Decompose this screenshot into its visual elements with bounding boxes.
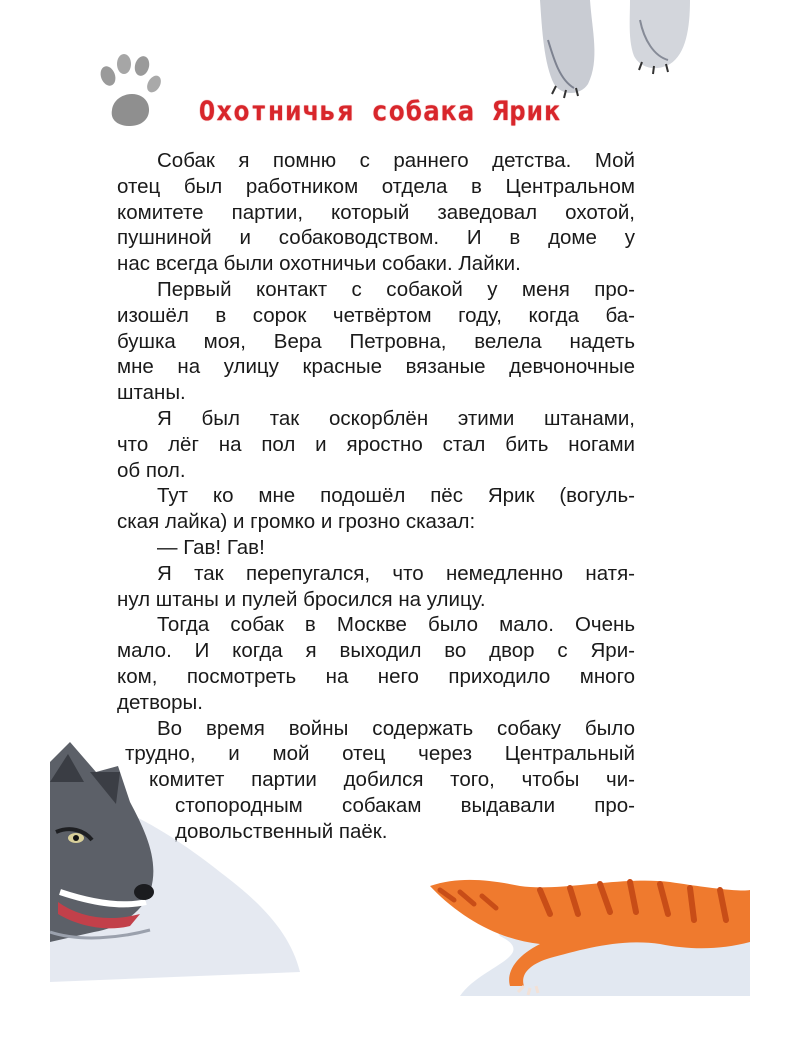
text-line: ком, посмотреть на него приходило много	[117, 664, 635, 688]
text-line: отец был работником отдела в Центральном	[117, 174, 635, 198]
text-line: довольственный паёк.	[175, 819, 388, 843]
text-line: бушка моя, Вера Петровна, велела надеть	[117, 329, 635, 353]
wolf-head-illustration	[50, 742, 300, 982]
text-line: пушниной и собаководством. И в доме у	[117, 226, 635, 250]
text-line: Я был так оскорблён этими штанами,	[157, 406, 635, 430]
text-line: Тогда собак в Москве было мало. Очень	[157, 613, 635, 637]
text-line: Тут ко мне подошёл пёс Ярик (вогуль-	[157, 484, 635, 508]
text-line: мне на улицу красные вязаные девчоночные	[117, 355, 635, 379]
text-line: Во время войны содержать собаку было	[157, 716, 635, 740]
text-line: стопородным собакам выдавали про-	[175, 793, 635, 817]
text-line: об пол.	[117, 458, 186, 482]
text-line: изошёл в сорок четвёртом году, когда ба-	[117, 303, 635, 327]
body-text	[117, 148, 635, 845]
text-line: комитете партии, который заведовал охотой,	[117, 200, 635, 224]
text-line: мало. И когда я выходил во двор с Яри-	[117, 639, 635, 663]
text-line: Первый контакт с собакой у меня про-	[157, 277, 635, 301]
text-line: что лёг на пол и яростно стал бить ногами	[117, 432, 635, 456]
text-line: штаны.	[117, 381, 186, 405]
text-line: трудно, и мой отец через Центральный	[125, 742, 635, 766]
text-line: Собак я помню с раннего детства. Мой	[157, 149, 635, 172]
text-line: Я так перепугался, что немедленно натя-	[157, 561, 635, 585]
text-line: ская лайка) и громко и грозно сказал:	[117, 510, 476, 534]
text-line: комитет партии добился того, чтобы чи-	[149, 768, 635, 792]
dog-paws-illustration	[530, 0, 700, 100]
text-line: нул штаны и пулей бросился на улицу.	[117, 587, 486, 611]
text-line: — Гав! Гав!	[157, 535, 265, 559]
text-line: детворы.	[117, 690, 203, 714]
page-title: Охотничья собака Ярик	[198, 96, 562, 127]
text-line: нас всегда были охотничьи собаки. Лайки.	[117, 252, 521, 276]
orange-cat-illustration	[420, 846, 750, 996]
